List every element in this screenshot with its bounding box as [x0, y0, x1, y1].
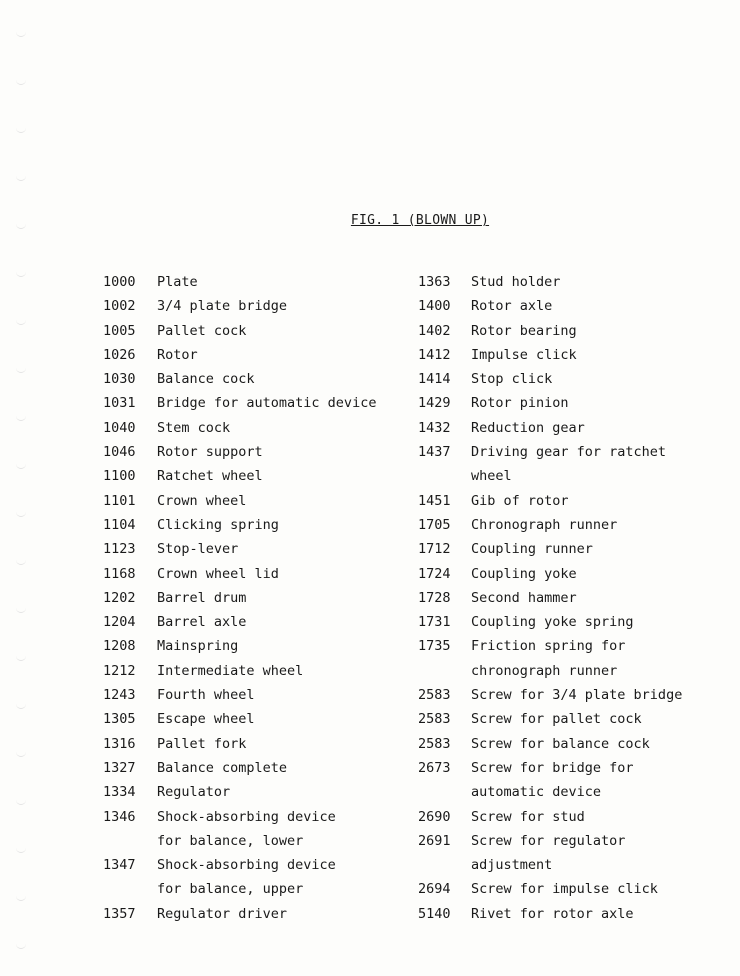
part-description: Crown wheel: [157, 492, 247, 509]
part-number: 1204: [103, 614, 136, 631]
part-description: Stop-lever: [157, 541, 239, 558]
part-description: Screw for stud: [471, 808, 585, 825]
binding-mark: [16, 894, 26, 901]
binding-mark: [16, 126, 26, 133]
part-description: Rotor: [157, 346, 198, 363]
binding-mark: [16, 318, 26, 325]
part-number: 5140: [418, 905, 451, 922]
part-description: Stop click: [471, 371, 553, 388]
part-number: 2694: [418, 881, 451, 898]
part-number: 2583: [418, 735, 451, 752]
binding-mark: [16, 78, 26, 85]
binding-mark: [16, 414, 26, 421]
part-number: 1000: [103, 274, 136, 290]
part-number: 1026: [103, 346, 136, 363]
part-description: Rotor axle: [471, 298, 553, 315]
part-description: Balance complete: [157, 759, 288, 776]
part-number: 1346: [103, 808, 136, 825]
part-number: 2691: [418, 832, 451, 849]
part-description: Driving gear for ratchet: [471, 444, 667, 461]
part-description: Crown wheel lid: [157, 565, 279, 582]
part-number: 1104: [103, 516, 136, 533]
part-description: Screw for pallet cock: [471, 711, 642, 728]
part-number: 1724: [418, 565, 451, 582]
part-number: 1316: [103, 735, 136, 752]
part-description: Stem cock: [157, 419, 231, 436]
part-number: 1347: [103, 857, 136, 874]
binding-mark: [16, 30, 26, 37]
binding-mark: [16, 750, 26, 757]
part-description: Ratchet wheel: [157, 468, 263, 485]
part-number: 1212: [103, 662, 136, 679]
binding-mark: [16, 846, 26, 853]
part-number: 1100: [103, 468, 136, 485]
binding-mark: [16, 654, 26, 661]
binding-mark: [16, 510, 26, 517]
part-description: Screw for impulse click: [471, 881, 658, 898]
part-number: 1005: [103, 322, 136, 339]
part-description: Coupling runner: [471, 541, 593, 558]
part-number: 1305: [103, 711, 136, 728]
binding-mark: [16, 462, 26, 469]
part-description: Rivet for rotor axle: [471, 905, 634, 922]
part-number: 1402: [418, 322, 451, 339]
part-number: 1357: [103, 905, 136, 922]
part-number: 1123: [103, 541, 136, 558]
part-description: Shock-absorbing device: [157, 857, 336, 874]
part-description: Stud holder: [471, 274, 561, 290]
part-number: 1243: [103, 687, 136, 704]
part-description: Shock-absorbing device: [157, 808, 336, 825]
part-description: for balance, lower: [157, 832, 304, 849]
binding-mark: [16, 606, 26, 613]
part-number: 1429: [418, 395, 451, 412]
part-number: 1327: [103, 759, 136, 776]
part-description: Rotor pinion: [471, 395, 569, 412]
binding-mark: [16, 942, 26, 949]
part-description: Barrel drum: [157, 589, 247, 606]
part-description: Friction spring for: [471, 638, 626, 655]
part-number: 1432: [418, 419, 451, 436]
part-number: 1731: [418, 614, 451, 631]
part-description: Reduction gear: [471, 419, 585, 436]
part-number: 1031: [103, 395, 136, 412]
part-description: 3/4 plate bridge: [157, 298, 288, 315]
part-description: for balance, upper: [157, 881, 304, 898]
part-description: Regulator: [157, 784, 231, 801]
part-number: 1363: [418, 274, 451, 290]
part-number: 2673: [418, 759, 451, 776]
part-number: 1040: [103, 419, 136, 436]
binding-hole-marks: [16, 30, 28, 960]
part-number: 2583: [418, 711, 451, 728]
binding-mark: [16, 798, 26, 805]
figure-title: FIG. 1 (BLOWN UP): [350, 213, 490, 228]
part-description: Rotor bearing: [471, 322, 577, 339]
part-description: Second hammer: [471, 589, 577, 606]
part-description: Balance cock: [157, 371, 255, 388]
part-number: 2690: [418, 808, 451, 825]
part-description: Clicking spring: [157, 516, 279, 533]
part-number: 1712: [418, 541, 451, 558]
part-description: Regulator driver: [157, 905, 288, 922]
part-description: Escape wheel: [157, 711, 255, 728]
part-description: chronograph runner: [471, 662, 618, 679]
part-description: Gib of rotor: [471, 492, 569, 509]
part-description: Coupling yoke: [471, 565, 577, 582]
part-number: 1334: [103, 784, 136, 801]
part-description: Chronograph runner: [471, 516, 618, 533]
binding-mark: [16, 270, 26, 277]
part-description: automatic device: [471, 784, 602, 801]
part-description: Plate: [157, 274, 198, 290]
part-description: Pallet cock: [157, 322, 247, 339]
part-description: Barrel axle: [157, 614, 247, 631]
part-number: 1101: [103, 492, 136, 509]
part-description: adjustment: [471, 857, 553, 874]
part-description: Intermediate wheel: [157, 662, 304, 679]
part-number: 1208: [103, 638, 136, 655]
part-number: 1735: [418, 638, 451, 655]
part-description: Coupling yoke spring: [471, 614, 634, 631]
part-description: Fourth wheel: [157, 687, 255, 704]
part-number: 1002: [103, 298, 136, 315]
part-number: 1412: [418, 346, 451, 363]
binding-mark: [16, 366, 26, 373]
binding-mark: [16, 174, 26, 181]
part-description: Impulse click: [471, 346, 577, 363]
binding-mark: [16, 558, 26, 565]
part-number: 1400: [418, 298, 451, 315]
part-description: wheel: [471, 468, 512, 485]
part-description: Bridge for automatic device: [157, 395, 377, 412]
part-description: Rotor support: [157, 444, 263, 461]
part-description: Pallet fork: [157, 735, 247, 752]
part-number: 1414: [418, 371, 451, 388]
part-description: Screw for balance cock: [471, 735, 650, 752]
part-description: Screw for bridge for: [471, 759, 634, 776]
part-number: 2583: [418, 687, 451, 704]
part-number: 1728: [418, 589, 451, 606]
part-description: Mainspring: [157, 638, 239, 655]
part-number: 1046: [103, 444, 136, 461]
part-number: 1168: [103, 565, 136, 582]
binding-mark: [16, 702, 26, 709]
part-number: 1451: [418, 492, 451, 509]
part-number: 1705: [418, 516, 451, 533]
part-number: 1202: [103, 589, 136, 606]
part-description: Screw for 3/4 plate bridge: [471, 687, 683, 704]
part-number: 1437: [418, 444, 451, 461]
part-number: 1030: [103, 371, 136, 388]
part-description: Screw for regulator: [471, 832, 626, 849]
